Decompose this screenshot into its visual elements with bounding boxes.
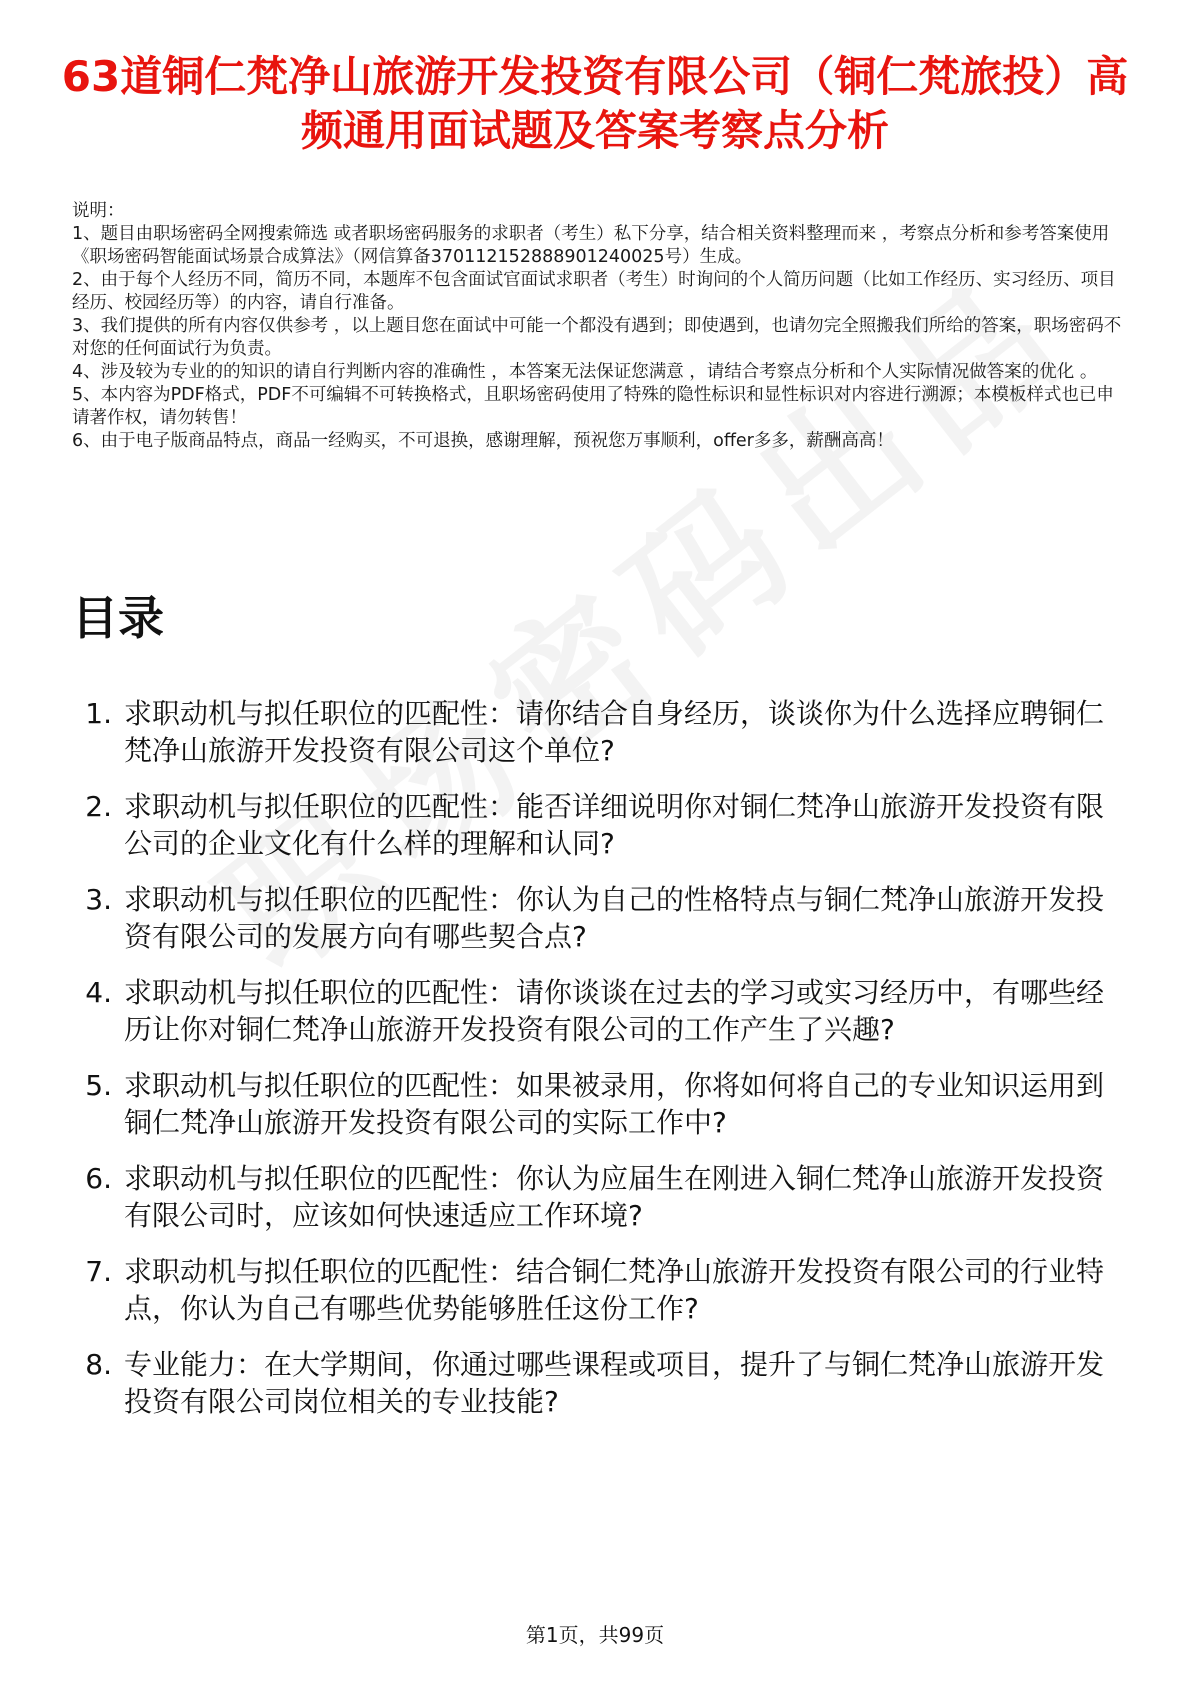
toc-item[interactable]	[72, 1067, 1122, 1141]
toc-item-text[interactable]: 专业能力：在大学期间，你通过哪些课程或项目，提升了与铜仁梵净山旅游开发投资有限公司岗位相关的专业技能?	[124, 1348, 1105, 1418]
notes-heading: 说明：	[72, 201, 125, 221]
toc-item-number: 2.	[85, 790, 112, 823]
toc-list	[72, 695, 1122, 1439]
toc-item[interactable]	[72, 1160, 1122, 1234]
note-item: 6、由于电子版商品特点，商品一经购买，不可退换，感谢理解，预祝您万事顺利，offer多多，薪酬高高！	[72, 431, 894, 451]
note-item: 1、题目由职场密码全网搜索筛选 或者职场密码服务的求职者（考生）私下分享，结合相关资料整理而来 ，考察点分析和参考答案使用《职场密码智能面试场景合成算法》（网信算备370112152888901240025号）生成。	[72, 224, 1110, 267]
toc-item-number: 6.	[85, 1162, 112, 1195]
note-item: 5、本内容为PDF格式，PDF不可编辑不可转换格式，且职场密码使用了特殊的隐性标识和显性标识对内容进行溯源；本模板样式也已申请著作权，请勿转售！	[72, 385, 1114, 428]
toc-item[interactable]	[72, 1253, 1122, 1327]
toc-item-text[interactable]: 求职动机与拟任职位的匹配性：结合铜仁梵净山旅游开发投资有限公司的行业特点，你认为自己有哪些优势能够胜任这份工作?	[124, 1255, 1105, 1325]
toc-item-number: 3.	[85, 883, 112, 916]
toc-item-text[interactable]: 求职动机与拟任职位的匹配性：如果被录用，你将如何将自己的专业知识运用到铜仁梵净山旅游开发投资有限公司的实际工作中?	[124, 1069, 1105, 1139]
toc-item-text[interactable]: 求职动机与拟任职位的匹配性：请你谈谈在过去的学习或实习经历中，有哪些经历让你对铜仁梵净山旅游开发投资有限公司的工作产生了兴趣?	[124, 976, 1105, 1046]
document-title: 63道铜仁梵净山旅游开发投资有限公司（铜仁梵旅投）高频通用面试题及答案考察点分析	[61, 52, 1129, 155]
toc-item-number: 8.	[85, 1348, 112, 1381]
toc-item-number: 1.	[85, 697, 112, 730]
toc-item-number: 4.	[85, 976, 112, 1009]
toc-item[interactable]	[72, 788, 1122, 862]
toc-item-text[interactable]: 求职动机与拟任职位的匹配性：请你结合自身经历，谈谈你为什么选择应聘铜仁梵净山旅游开发投资有限公司这个单位?	[124, 697, 1105, 767]
toc-item[interactable]	[72, 974, 1122, 1048]
toc-item[interactable]	[72, 1346, 1122, 1420]
toc-item-number: 5.	[85, 1069, 112, 1102]
toc-item-text[interactable]: 求职动机与拟任职位的匹配性：能否详细说明你对铜仁梵净山旅游开发投资有限公司的企业文化有什么样的理解和认同?	[124, 790, 1105, 860]
page-footer: 第1页，共99页	[525, 1623, 665, 1647]
toc-item-text[interactable]: 求职动机与拟任职位的匹配性：你认为自己的性格特点与铜仁梵净山旅游开发投资有限公司的发展方向有哪些契合点?	[124, 883, 1105, 953]
note-item: 2、由于每个人经历不同，简历不同，本题库不包含面试官面试求职者（考生）时询问的个人简历问题（比如工作经历、实习经历、项目经历、校园经历等）的内容，请自行准备。	[72, 270, 1116, 313]
notes-section	[72, 200, 1122, 453]
toc-heading: 目录	[72, 591, 164, 645]
toc-item-number: 7.	[85, 1255, 112, 1288]
note-item: 3、我们提供的所有内容仅供参考 ，以上题目您在面试中可能一个都没有遇到；即使遇到，也请勿完全照搬我们所给的答案，职场密码不对您的任何面试行为负责。	[72, 316, 1122, 359]
toc-item-text[interactable]: 求职动机与拟任职位的匹配性：你认为应届生在刚进入铜仁梵净山旅游开发投资有限公司时，应该如何快速适应工作环境?	[124, 1162, 1105, 1232]
toc-item[interactable]	[72, 695, 1122, 769]
note-item: 4、涉及较为专业的的知识的请自行判断内容的准确性 ，本答案无法保证您满意 ，请结合考察点分析和个人实际情况做答案的优化 。	[72, 362, 1098, 382]
toc-item[interactable]	[72, 881, 1122, 955]
